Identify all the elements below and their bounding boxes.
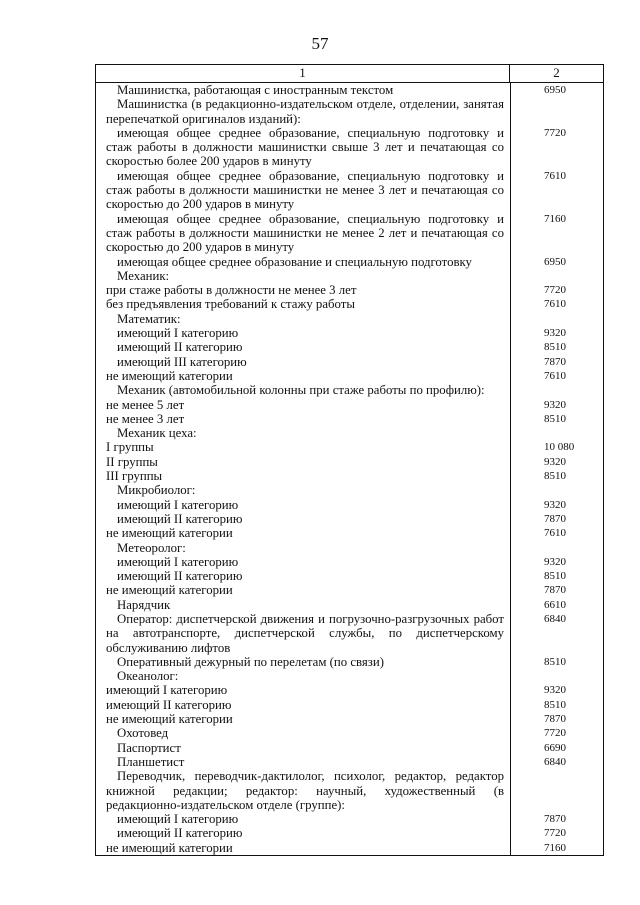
position-title: не менее 3 лет — [106, 411, 185, 426]
position-title: Охотовед — [117, 726, 169, 741]
column-header-2: 2 — [553, 65, 560, 80]
table-row — [96, 741, 603, 755]
table-row — [96, 97, 603, 126]
column-divider — [510, 83, 511, 855]
salary-value: 9320 — [544, 498, 566, 511]
position-title: Переводчик, переводчик-дактилолог, психолог, редактор, редактор книжной редакции; редактор: научный, художественный (в редакционно-издательском отделе (группе): — [106, 769, 504, 812]
position-title: Математик: — [117, 311, 181, 326]
position-title: имеющий II категорию — [117, 569, 243, 584]
table-row — [96, 469, 603, 483]
table-row — [96, 255, 603, 269]
salary-value: 6950 — [544, 255, 566, 268]
table-row — [96, 312, 603, 326]
salary-value: 6840 — [544, 755, 566, 768]
position-title: Микробиолог: — [117, 483, 196, 498]
position-title: имеющий II категорию — [117, 826, 243, 841]
position-title: Оператор: диспетчерской движения и погрузочно-разгрузочных работ на автотранспорте, диспетчерской службы, по диспетчерскому обслуживанию лифтов — [106, 611, 504, 655]
table-row — [96, 755, 603, 769]
table-row — [96, 297, 603, 311]
salary-value: 8510 — [544, 698, 566, 711]
position-title: не менее 5 лет — [106, 397, 185, 412]
position-title: Механик (автомобильной колонны при стаже работы по профилю): — [117, 383, 485, 398]
position-title: при стаже работы в должности не менее 3 лет — [106, 283, 357, 298]
salary-table — [95, 64, 604, 856]
table-row — [96, 612, 603, 655]
salary-value: 6690 — [544, 741, 566, 754]
position-title: Механик: — [117, 268, 170, 283]
salary-value: 7610 — [544, 169, 566, 182]
table-row — [96, 555, 603, 569]
salary-value: 9320 — [544, 327, 566, 340]
position-title: имеющая общее среднее образование, специальную подготовку и стаж работы в должности машинистки не менее 3 лет и печатающая со скоростью до 200 ударов в минуту — [106, 168, 504, 212]
position-title: III группы — [106, 469, 163, 484]
position-title: имеющий I категорию — [117, 326, 239, 341]
salary-value: 9320 — [544, 455, 566, 468]
position-title: Механик цеха: — [117, 426, 197, 441]
position-title: Машинистка (в редакционно-издательском отделе, отделении, занятая перепечаткой оригиналов изданий): — [106, 97, 504, 126]
salary-value: 8510 — [544, 341, 566, 354]
table-row — [96, 683, 603, 697]
position-title: Паспортист — [117, 740, 181, 755]
page-number: 57 — [311, 34, 329, 53]
salary-value: 8510 — [544, 412, 566, 425]
table-row — [96, 455, 603, 469]
salary-value: 7870 — [544, 584, 566, 597]
table-row — [96, 583, 603, 597]
salary-value: 7610 — [544, 527, 566, 540]
salary-value: 8510 — [544, 570, 566, 583]
table-row — [96, 83, 603, 97]
salary-value: 7720 — [544, 727, 566, 740]
position-title: имеющий II категорию — [117, 511, 243, 526]
table-body — [96, 83, 603, 855]
position-title: имеющий I категорию — [117, 812, 239, 827]
position-title: без предъявления требований к стажу работы — [106, 297, 355, 312]
salary-value: 7870 — [544, 355, 566, 368]
salary-value: 10 080 — [544, 441, 575, 454]
table-row — [96, 669, 603, 683]
salary-value: 6840 — [544, 612, 566, 625]
salary-value: 9320 — [544, 684, 566, 697]
position-title: Нарядчик — [117, 597, 171, 612]
position-title: Планшетист — [117, 754, 185, 769]
salary-value: 7160 — [544, 841, 566, 854]
salary-value: 9320 — [544, 555, 566, 568]
table-row — [96, 269, 603, 283]
salary-value: 7720 — [544, 126, 566, 139]
position-title: не имеющий категории — [106, 712, 233, 727]
table-row — [96, 369, 603, 383]
table-row — [96, 841, 603, 855]
position-title: имеющий I категорию — [117, 497, 239, 512]
position-title: не имеющий категории — [106, 526, 233, 541]
salary-value: 8510 — [544, 655, 566, 668]
table-header-row — [96, 65, 603, 83]
table-row — [96, 483, 603, 497]
position-title: имеющая общее среднее образование, специальную подготовку и стаж работы в должности машинистки свыше 3 лет и печатающая со скоростью более 200 ударов в минуту — [106, 125, 504, 169]
position-title: не имеющий категории — [106, 583, 233, 598]
position-title: II группы — [106, 454, 158, 469]
table-row — [96, 726, 603, 740]
position-title: Оперативный дежурный по перелетам (по связи) — [117, 654, 384, 669]
table-row — [96, 498, 603, 512]
table-row — [96, 412, 603, 426]
position-title: не имеющий категории — [106, 840, 233, 855]
position-title: Метеоролог: — [117, 540, 186, 555]
salary-value: 8510 — [544, 470, 566, 483]
salary-value: 7610 — [544, 298, 566, 311]
table-row — [96, 512, 603, 526]
position-title: имеющая общее среднее образование, специальную подготовку и стаж работы в должности машинистки не менее 2 лет и печатающая со скоростью до 200 ударов в минуту — [106, 211, 504, 255]
table-row — [96, 655, 603, 669]
table-row — [96, 769, 603, 812]
position-title: имеющий I категорию — [117, 554, 239, 569]
position-title: имеющий III категорию — [117, 354, 247, 369]
table-row — [96, 283, 603, 297]
table-row — [96, 169, 603, 212]
table-row — [96, 541, 603, 555]
position-title: Океанолог: — [117, 669, 179, 684]
salary-value: 7720 — [544, 284, 566, 297]
position-title: I группы — [106, 440, 154, 455]
salary-value: 9320 — [544, 398, 566, 411]
table-row — [96, 598, 603, 612]
table-row — [96, 569, 603, 583]
position-title: имеющий I категорию — [106, 683, 228, 698]
position-title: имеющая общее среднее образование и специальную подготовку — [117, 254, 472, 269]
table-row — [96, 698, 603, 712]
table-row — [96, 326, 603, 340]
position-title: не имеющий категории — [106, 368, 233, 383]
salary-value: 7870 — [544, 713, 566, 726]
table-row — [96, 712, 603, 726]
table-row — [96, 212, 603, 255]
salary-value: 7870 — [544, 512, 566, 525]
salary-value: 6950 — [544, 84, 566, 96]
salary-value: 7610 — [544, 369, 566, 382]
table-row — [96, 126, 603, 169]
table-row — [96, 355, 603, 369]
salary-value: 6610 — [544, 598, 566, 611]
table-row — [96, 440, 603, 454]
table-row — [96, 398, 603, 412]
position-title: имеющий II категорию — [117, 340, 243, 355]
table-row — [96, 526, 603, 540]
table-row — [96, 812, 603, 826]
table-row — [96, 826, 603, 840]
position-title: Машинистка, работающая с иностранным текстом — [117, 83, 394, 97]
salary-value: 7870 — [544, 813, 566, 826]
column-header-1: 1 — [96, 65, 510, 82]
salary-value: 7720 — [544, 827, 566, 840]
table-row — [96, 340, 603, 354]
salary-value: 7160 — [544, 212, 566, 225]
table-row — [96, 426, 603, 440]
position-title: имеющий II категорию — [106, 697, 232, 712]
table-row — [96, 383, 603, 397]
